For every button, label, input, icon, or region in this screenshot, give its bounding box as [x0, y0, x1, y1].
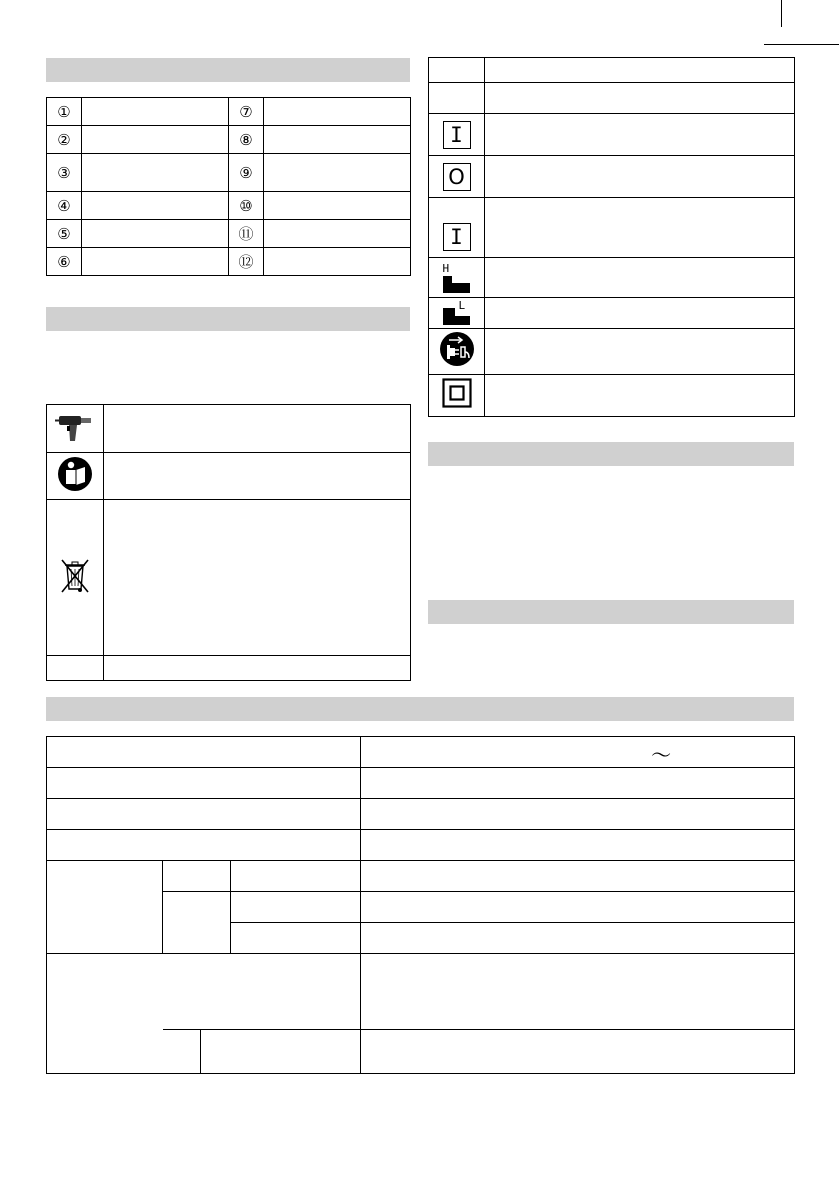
specifications-table: [46, 736, 795, 1074]
symbols-table-left: [46, 404, 411, 681]
part-number: ⑧: [229, 126, 264, 154]
section-bar-standard-accessories: [428, 442, 794, 466]
part-number: ③: [47, 154, 82, 192]
ac-symbol: ～: [651, 743, 672, 767]
read-manual-icon: [57, 456, 93, 492]
part-name-cell: [264, 126, 411, 154]
spec-label: [47, 830, 361, 861]
spec-value: [361, 954, 795, 1030]
spec-sub-label: [231, 923, 361, 954]
lock-on-icon: I: [443, 223, 471, 251]
part-number: ④: [47, 192, 82, 220]
symbol-icon-cell: [47, 656, 104, 681]
part-number: ⑩: [229, 192, 264, 220]
spec-value: [361, 799, 795, 830]
symbol-description: [485, 156, 795, 198]
spec-value: [361, 830, 795, 861]
spec-label: [47, 737, 361, 768]
spec-value: [361, 861, 795, 892]
disconnect-plug-icon: [439, 331, 475, 367]
spec-value: [361, 1030, 795, 1074]
part-name-cell: [264, 248, 411, 276]
spec-value-voltage: [361, 737, 795, 768]
part-name-cell: [82, 98, 229, 126]
symbol-icon-cell: [429, 83, 485, 114]
part-name-cell: [82, 248, 229, 276]
part-names-table: [46, 97, 411, 276]
spec-sub-label-spacer: [163, 1030, 201, 1074]
symbol-icon-cell: [429, 375, 485, 417]
high-speed-icon: H: [440, 262, 474, 294]
power-drill-icon: [55, 408, 95, 444]
part-number: ⑨: [229, 154, 264, 192]
part-name-cell: [264, 154, 411, 192]
spec-group-label: [47, 861, 163, 954]
symbol-icon-cell: [429, 258, 485, 298]
symbol-icon-cell: [429, 114, 485, 156]
symbols-table-right: [428, 57, 795, 417]
switch-off-icon: O: [443, 163, 471, 191]
symbol-icon-cell: [47, 500, 104, 656]
spec-group-label: [47, 954, 163, 1074]
part-number: ①: [47, 98, 82, 126]
part-name-cell: [82, 154, 229, 192]
part-number: ⑫: [229, 248, 264, 276]
spec-sub-label: [163, 954, 361, 1030]
spec-sub-label: [163, 861, 231, 892]
spec-sub-label: [163, 892, 231, 954]
symbol-description: [485, 83, 795, 114]
part-number: ②: [47, 126, 82, 154]
spec-label: [47, 768, 361, 799]
symbol-icon-cell: [47, 405, 104, 453]
part-name-cell: [264, 98, 411, 126]
low-speed-icon: L: [440, 300, 474, 326]
part-name-cell: [264, 220, 411, 248]
spec-value: [361, 768, 795, 799]
section-bar-specifications: [46, 697, 794, 721]
part-name-cell: [82, 126, 229, 154]
symbol-icon-cell: [429, 198, 485, 258]
symbol-description: [104, 500, 411, 656]
switch-on-icon: I: [443, 121, 471, 149]
symbol-description: [485, 258, 795, 298]
symbol-description: [104, 453, 411, 500]
symbol-description: [485, 114, 795, 156]
symbol-icon-cell: [429, 58, 485, 83]
section-bar-part-names: [46, 58, 410, 82]
crossed-out-wheelie-bin-icon: [58, 556, 92, 594]
symbol-description: [485, 329, 795, 375]
part-number: ⑪: [229, 220, 264, 248]
part-number: ⑤: [47, 220, 82, 248]
symbol-description: [485, 198, 795, 258]
section-bar-symbols: [46, 307, 410, 331]
symbol-icon-cell: [429, 329, 485, 375]
symbol-description: [485, 375, 795, 417]
crop-mark-vertical: [781, 0, 782, 27]
spec-value: [361, 892, 795, 923]
symbol-description: [104, 656, 411, 681]
symbol-description: [104, 405, 411, 453]
spec-label: [47, 799, 361, 830]
symbol-description: [485, 298, 795, 329]
symbol-description: [485, 58, 795, 83]
section-bar-applications: [428, 600, 794, 624]
spec-sub-label: [231, 892, 361, 923]
part-number: ⑦: [229, 98, 264, 126]
symbol-icon-cell: [429, 156, 485, 198]
symbol-icon-cell: [429, 298, 485, 329]
part-name-cell: [264, 192, 411, 220]
spec-value: [361, 923, 795, 954]
part-number: ⑥: [47, 248, 82, 276]
class-ii-double-insulation-icon: [442, 378, 472, 408]
part-name-cell: [82, 192, 229, 220]
spec-sub-label: [231, 861, 361, 892]
part-name-cell: [82, 220, 229, 248]
spec-sub-label: [201, 1030, 361, 1074]
crop-mark-horizontal: [764, 44, 839, 45]
symbol-icon-cell: [47, 453, 104, 500]
